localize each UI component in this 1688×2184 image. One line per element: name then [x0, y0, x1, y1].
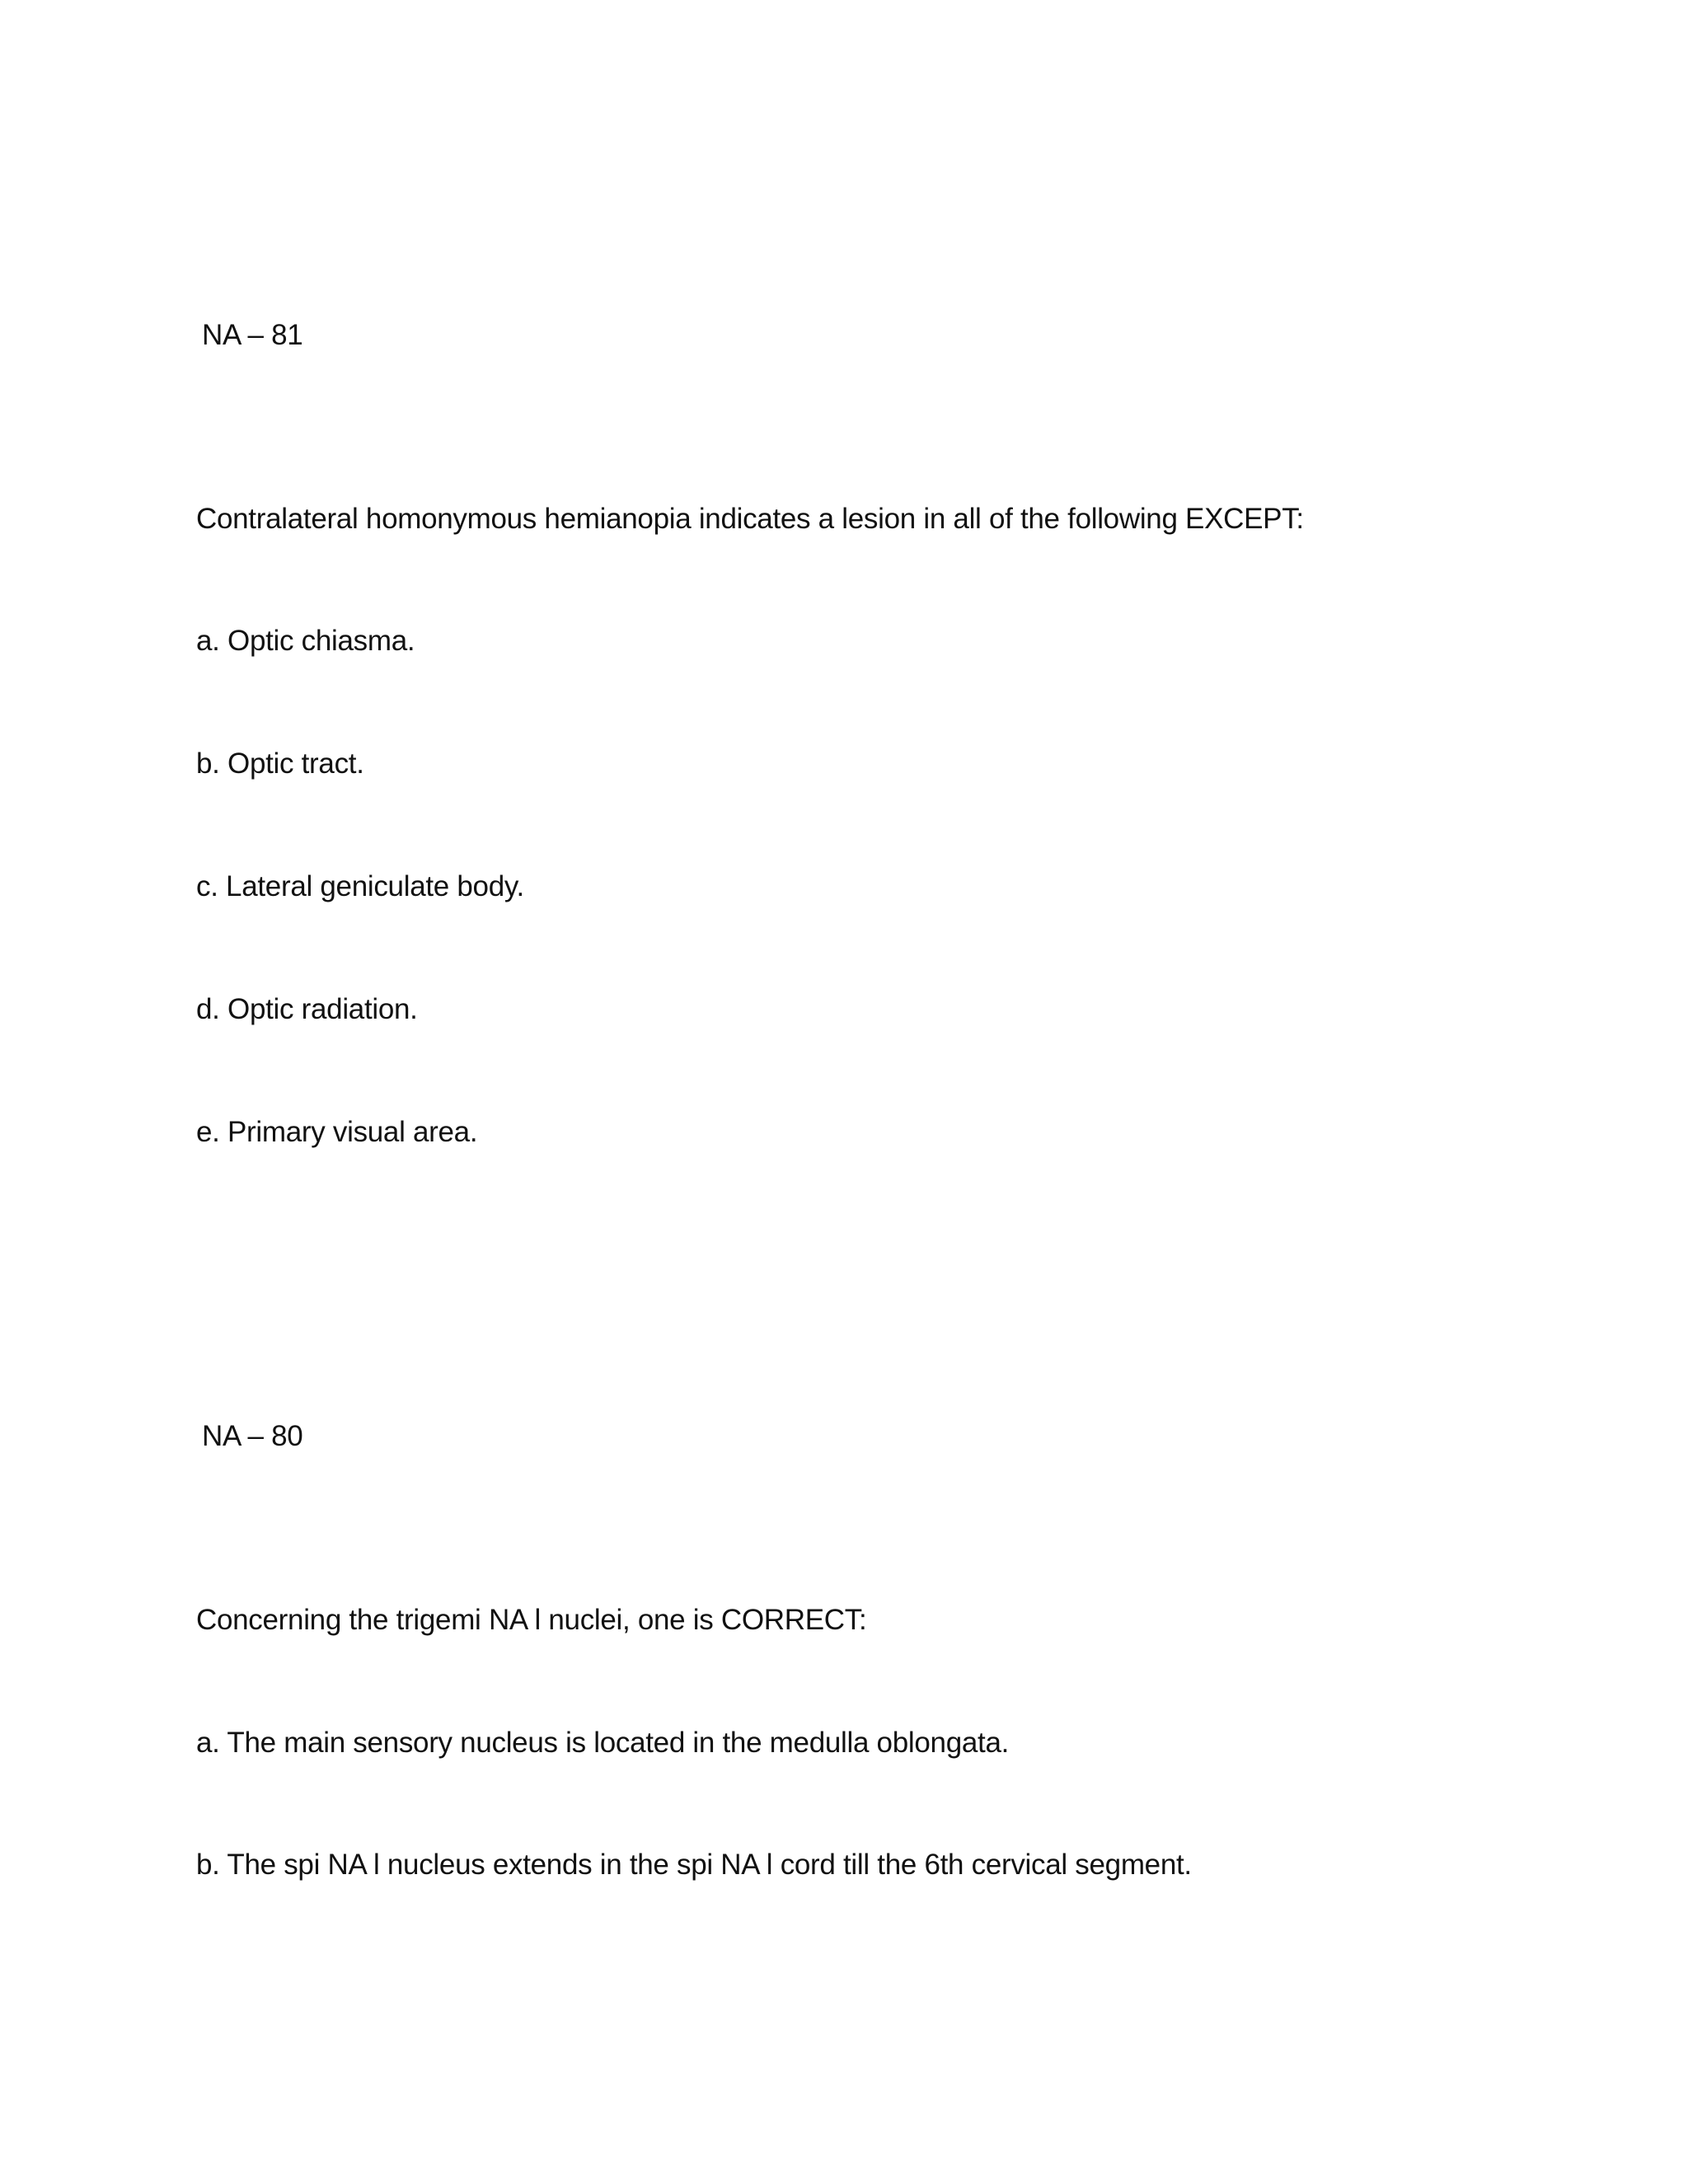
answer-option: c. Lateral geniculate body.	[196, 870, 524, 902]
question-stem: Contralateral homonymous hemianopia indicates a lesion in all of the following EXCEPT:	[196, 503, 1304, 535]
answer-option: b. The spi NA l nucleus extends in the spi NA l cord till the 6th cervical segment.	[196, 1849, 1192, 1881]
answer-option: d. Optic radiation.	[196, 993, 418, 1025]
answer-option: b. Optic tract.	[196, 748, 364, 780]
question-code: NA – 81	[202, 319, 303, 351]
answer-option: e. Primary visual area.	[196, 1116, 478, 1148]
question-stem: Concerning the trigemi NA l nuclei, one is CORRECT:	[196, 1604, 867, 1636]
answer-option: a. The main sensory nucleus is located in the medulla oblongata.	[196, 1727, 1010, 1759]
answer-option: a. Optic chiasma.	[196, 625, 415, 657]
question-code: NA – 80	[202, 1420, 303, 1452]
